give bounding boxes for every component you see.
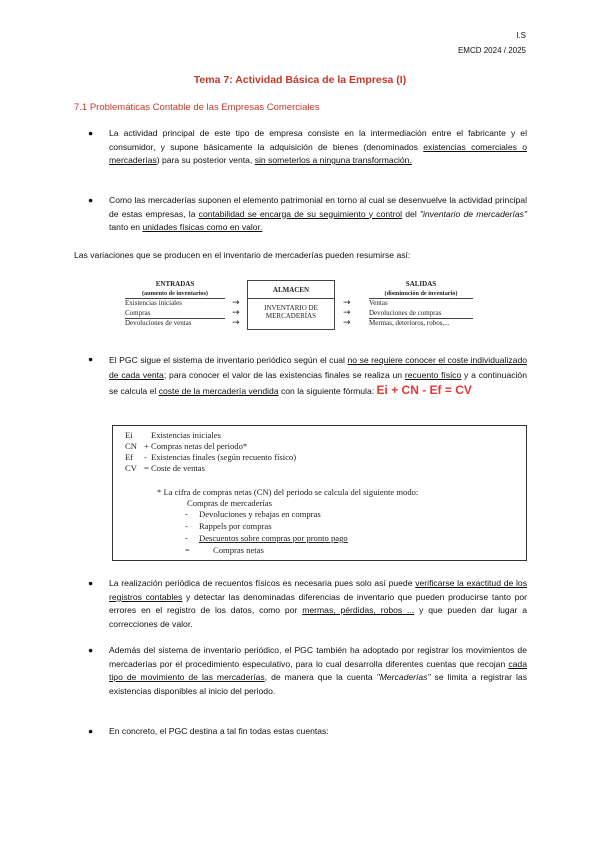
entradas-item: Devoluciones de ventas (125, 319, 192, 327)
cv-formula: Ei + CN - Ef = CV (376, 383, 472, 397)
entradas-column (125, 280, 225, 327)
salidas-item: Ventas (369, 299, 388, 307)
box-row-key: CN (125, 441, 137, 451)
calc-value: Compras de mercaderías (187, 498, 272, 508)
box-row-key: Ef (125, 452, 134, 462)
calc-value: Compras netas (213, 545, 264, 555)
formula-box (112, 425, 527, 561)
arrow-icon: → (343, 298, 351, 308)
box-row-op: - (144, 452, 147, 462)
box-row-value: Coste de ventas (151, 463, 205, 473)
box-row-key: Ei (125, 430, 133, 440)
almacen-body: INVENTARIO DE MERCADERÍAS (264, 304, 318, 320)
salidas-title: SALIDAS (405, 280, 437, 288)
bullet-6-text: En concreto, el PGC destina a tal fin todas estas cuentas: (109, 726, 329, 736)
almacen-title: ALMACEN (272, 286, 310, 294)
salidas-item: Mermas, deterioros, robos,... (369, 319, 450, 327)
entradas-title: ENTRADAS (155, 280, 195, 288)
bullet-2-text: Como las mercaderías suponen el elemento patrimonial en torno al cual se desenvuelve la actividad principal de estas empresas, la contabilidad se encarga de su seguimiento y control del "inventario de mercaderías" tanto en unidades físicas como en valor. (109, 195, 527, 232)
box-row-value: Compras netas del periodo* (151, 441, 248, 451)
bullet-dot: ● (88, 726, 94, 736)
box-row-op: + (144, 441, 149, 451)
bullet-5-text: Además del sistema de inventario periódico, el PGC también ha adoptado por registrar los movimientos de mercaderías por el procedimiento especulativo, para lo cual desarrolla diferentes cuentas que recojan cada tipo de movimiento de las mercaderías, de manera que la cuenta "Mercaderías" se limita a registrar las existencias disponibles al inicio del periodo. (109, 645, 527, 696)
entradas-item: Compras (125, 309, 151, 317)
bullet-3-text: El PGC sigue el sistema de inventario periódico según el cual no se requiere conocer el coste individualizado de cada venta; para conocer el valor de las existencias finales se realiza un recuento físico y a continuación se calcula el coste de la mercadería vendida con la siguiente fórmula: Ei + CN - Ef = CV (109, 355, 527, 397)
arrow-icon: → (232, 298, 240, 308)
calc-op: = (185, 545, 190, 555)
calc-op: - (185, 509, 188, 519)
header-initials: I.S (516, 31, 526, 40)
box-row-op: = (144, 463, 149, 473)
calc-op: - (185, 521, 188, 531)
calc-op: - (185, 533, 188, 543)
section-heading: 7.1 Problemáticas Contable de las Empresas Comerciales (74, 102, 320, 113)
bullet-1-text: La actividad principal de este tipo de empresa consiste en la intermediación entre el fabricante y el consumidor, y supone básicamente la adquisición de bienes (denominados existencias comerciales o mercaderías) para su posterior venta, sin someterlos a ninguna transformación. (109, 128, 527, 165)
arrow-icon: → (232, 308, 240, 318)
box-row-key: CV (125, 463, 137, 473)
bullet-dot: ● (88, 354, 94, 364)
arrow-icon: → (343, 318, 351, 328)
almacen-box (247, 280, 335, 330)
bullet-4-text: La realización periódica de recuentos físicos es necesaria pues solo así puede verificarse la exactitud de los registros contables y detectar las denominadas diferencias de inventario que pueden producirse tanto por errores en el registro de los datos, como por mermas, pérdidas, robos ... y que pueden dar lugar a correcciones de valor. (109, 578, 528, 629)
inventory-table (125, 280, 473, 332)
arrow-icon: → (232, 318, 240, 328)
entradas-subtitle: (aumento de inventarios) (142, 290, 208, 297)
page-title: Tema 7: Actividad Básica de la Empresa (I) (193, 74, 407, 86)
bullet-dot: ● (88, 645, 94, 655)
variations-paragraph: Las variaciones que se producen en el inventario de mercaderías pueden resumirse así: (74, 250, 411, 260)
calc-value: Rappels por compras (199, 521, 272, 531)
calc-value: Devoluciones y rebajas en compras (199, 509, 321, 519)
salidas-item: Devoluciones de compras (369, 309, 442, 317)
salidas-column (369, 280, 473, 327)
box-note: * La cifra de compras netas (CN) del periodo se calcula del siguiente modo: (157, 487, 419, 497)
calc-value: Descuentos sobre compras por pronto pago (199, 533, 348, 543)
bullet-dot: ● (88, 128, 94, 138)
entradas-item: Existencias iniciales (125, 299, 182, 307)
bullet-dot: ● (88, 195, 94, 205)
salidas-subtitle: (disminución de inventario) (384, 290, 458, 297)
header-course: EMCD 2024 / 2025 (457, 46, 526, 55)
arrow-icon: → (343, 308, 351, 318)
box-row-value: Existencias iniciales (151, 430, 221, 440)
box-row-value: Existencias finales (según recuento físico) (151, 452, 297, 462)
bullet-dot: ● (88, 578, 94, 588)
